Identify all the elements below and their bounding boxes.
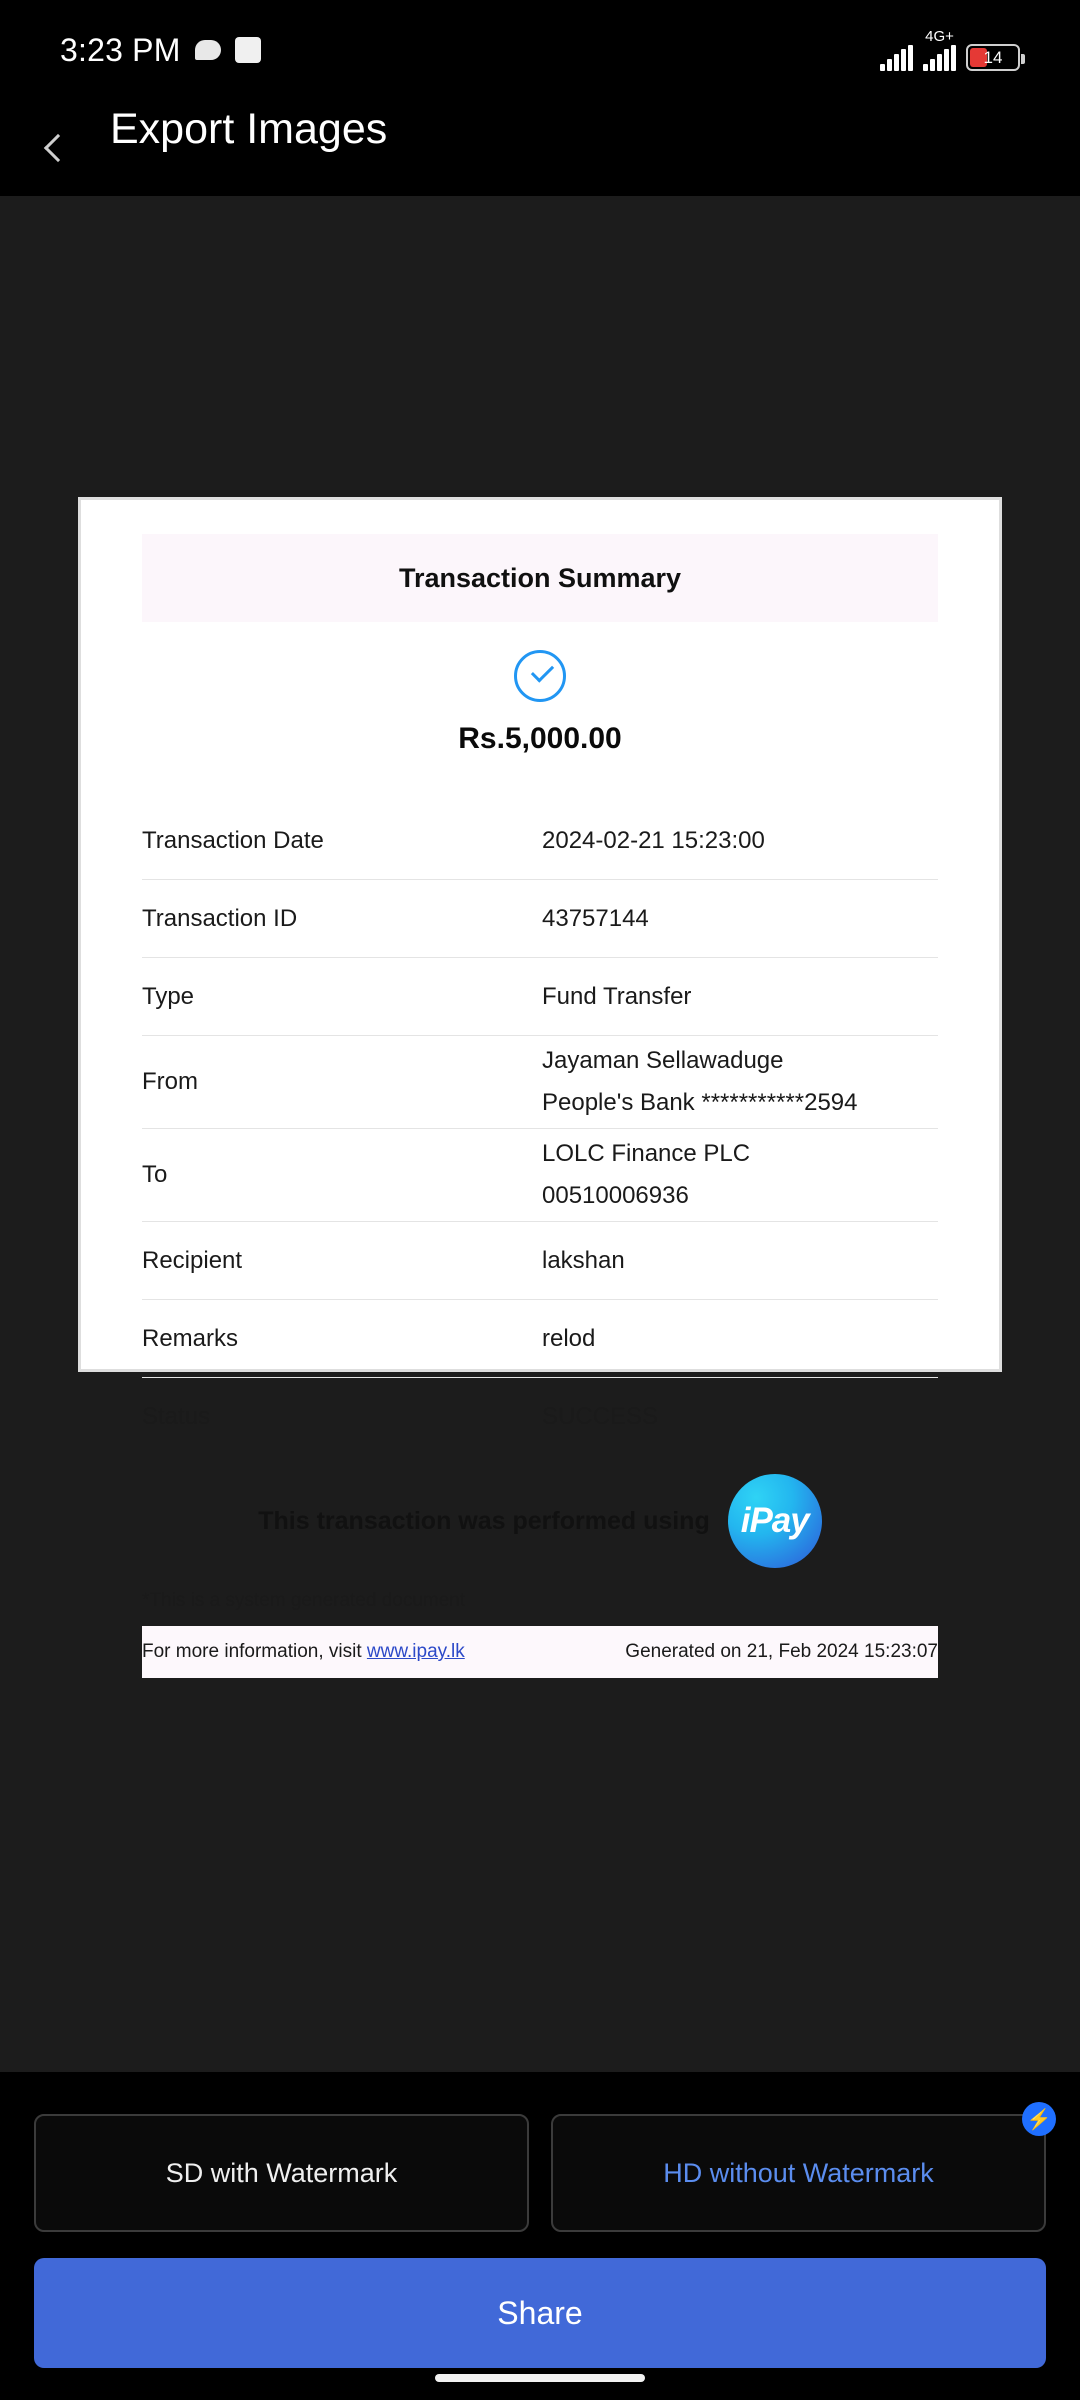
status-clock: 3:23 PM: [60, 31, 181, 68]
home-indicator[interactable]: [435, 2374, 645, 2382]
receipt-card: [78, 497, 1002, 1662]
battery-icon: [966, 44, 1020, 71]
app-header: [0, 100, 1080, 196]
receipt-footer: [142, 1626, 938, 1678]
page-title: Export Images: [110, 105, 388, 153]
preview-area: [0, 196, 1080, 2072]
status-badge: SUCCESS: [542, 1403, 659, 1430]
row-label: Status: [142, 1403, 211, 1430]
signal-bars-icon-2: [923, 45, 956, 71]
signal-bars-icon-1: [880, 45, 913, 71]
table-row: [142, 1378, 938, 1456]
table-row: [142, 1036, 938, 1129]
ipay-website-link[interactable]: www.ipay.lk: [366, 1641, 465, 1662]
app-notification-icon: [235, 37, 261, 63]
share-button[interactable]: Share: [34, 2258, 1046, 2368]
row-label: To: [142, 1161, 168, 1188]
table-row: [142, 1300, 938, 1378]
chevron-left-icon: [44, 134, 72, 162]
row-value: [542, 1140, 938, 1210]
network-type-group: [923, 29, 956, 71]
back-button[interactable]: [0, 100, 110, 196]
row-value: 43757144: [542, 904, 649, 932]
table-row: [142, 1129, 938, 1222]
table-row: [142, 802, 938, 880]
battery-percent-label: 14: [983, 47, 1003, 67]
bottom-action-bar: [0, 2072, 1080, 2400]
option-hd-without-watermark[interactable]: [551, 2108, 1052, 2232]
status-bar-left: [60, 32, 261, 69]
row-value: relod: [542, 1324, 596, 1352]
detail-rows: [142, 802, 938, 1456]
receipt-title-band: [142, 534, 938, 622]
generated-on-label: Generated on 21, Feb 2024 15:23:07: [625, 1641, 938, 1662]
success-icon-wrap: [87, 650, 993, 702]
row-value: Fund Transfer: [542, 982, 692, 1010]
bolt-icon: ⚡: [1022, 2102, 1056, 2136]
row-label: Transaction Date: [142, 826, 324, 854]
row-label: Remarks: [142, 1324, 239, 1352]
status-bar-right: [880, 29, 1020, 71]
system-generated-note: *This is a system generated document: [142, 1590, 466, 1611]
receipt-title: Transaction Summary: [398, 562, 682, 593]
table-row: [142, 958, 938, 1036]
export-quality-options: [34, 2108, 1052, 2232]
row-value-line1: LOLC Finance PLC: [542, 1140, 751, 1167]
more-info-prefix: For more information, visit: [142, 1641, 367, 1662]
check-circle-icon: [514, 650, 566, 702]
row-value-line2: 00510006936: [542, 1182, 689, 1209]
ipay-logo-icon: iPay: [728, 1474, 822, 1568]
performed-using: [87, 1474, 993, 1568]
table-row: [142, 1222, 938, 1300]
row-value-line2: People's Bank ***********2594: [542, 1089, 858, 1116]
option-hd-label: HD without Watermark: [663, 2157, 934, 2188]
table-row: [142, 880, 938, 958]
row-label: Type: [142, 982, 195, 1010]
network-type-label: 4G+: [925, 28, 954, 45]
row-label: Recipient: [142, 1246, 243, 1274]
status-bar: [0, 0, 1080, 100]
chat-bubble-icon: [195, 40, 221, 60]
row-value: [542, 1047, 938, 1117]
option-sd-with-watermark[interactable]: SD with Watermark: [34, 2114, 529, 2232]
more-info-text: [142, 1641, 465, 1663]
row-label: From: [142, 1068, 198, 1095]
row-value: 2024-02-21 15:23:00: [542, 826, 765, 854]
row-value-line1: Jayaman Sellawaduge: [542, 1047, 784, 1074]
performed-using-label: This transaction was performed using: [258, 1506, 710, 1535]
row-label: Transaction ID: [142, 904, 298, 932]
transaction-amount: Rs.5,000.00: [458, 722, 622, 755]
row-value: lakshan: [542, 1246, 625, 1274]
receipt-inner: [87, 506, 993, 1662]
